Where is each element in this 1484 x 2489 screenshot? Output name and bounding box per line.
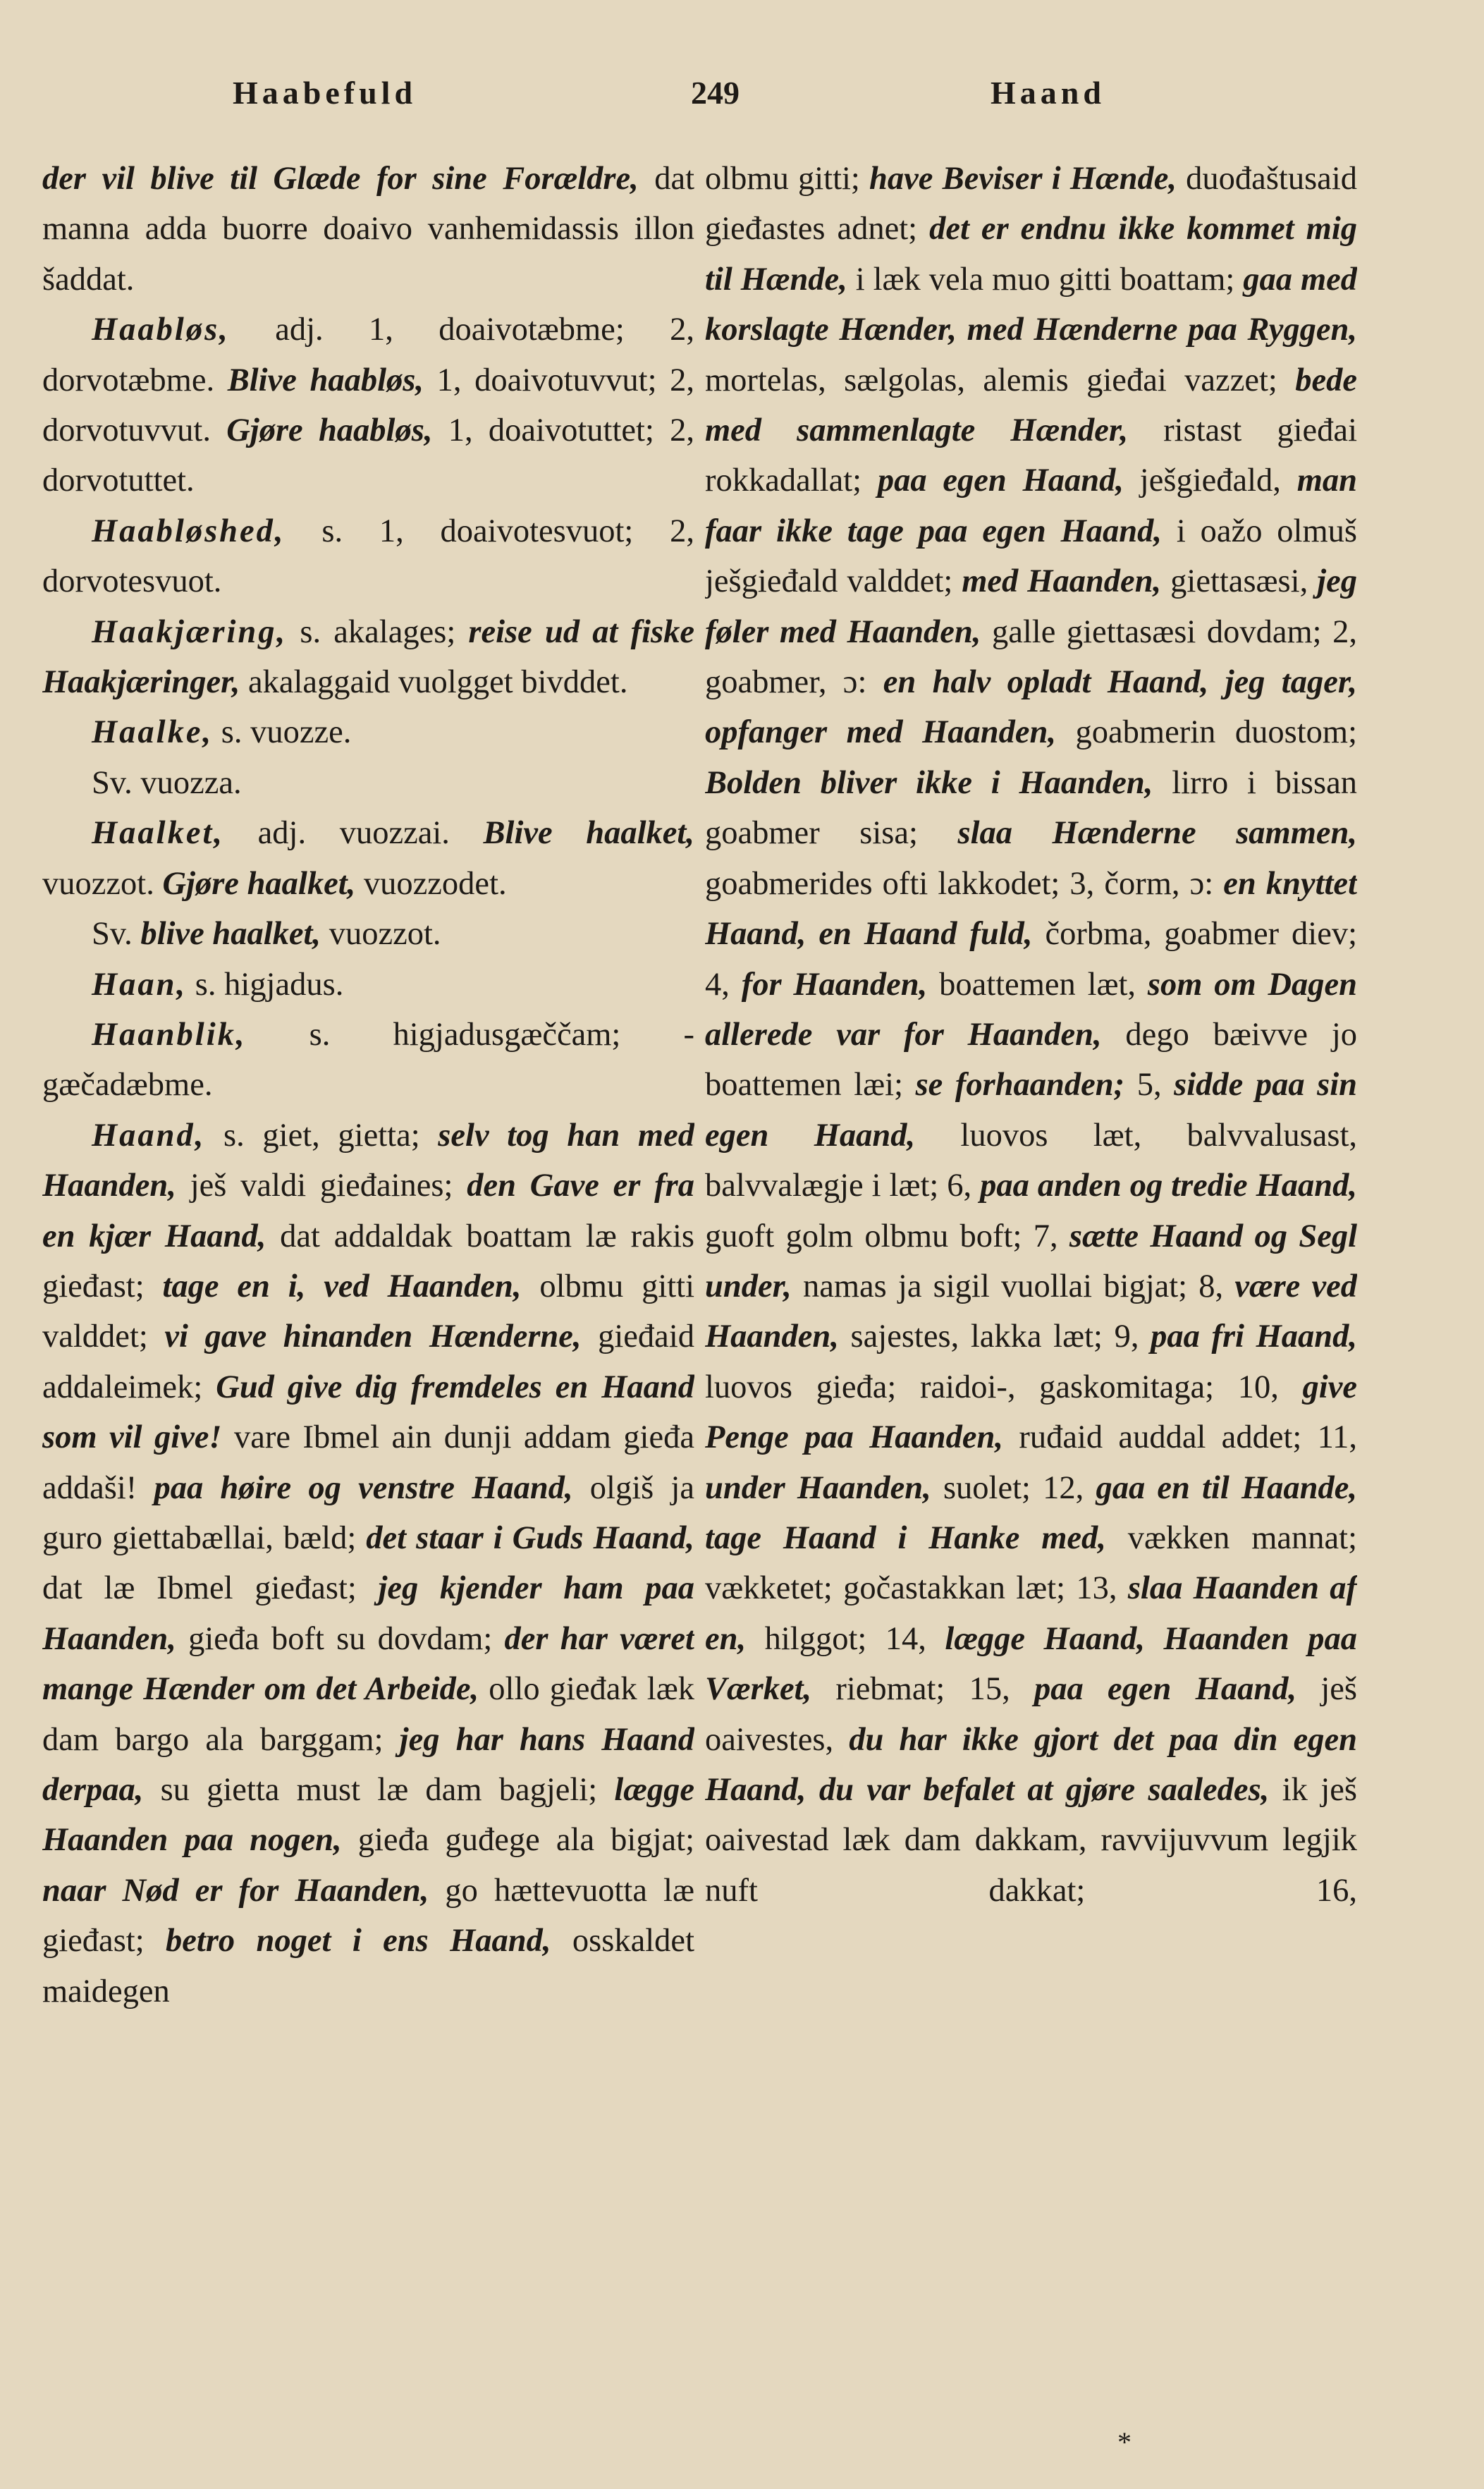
danish-phrase: under Haanden,: [705, 1469, 931, 1506]
left-column: [42, 154, 694, 2417]
sami-translation: gieđa boft su dovdam;: [176, 1620, 505, 1657]
sami-translation: ješ oaivestes,: [705, 1671, 1357, 1758]
danish-phrase: jeg kjender ham paa Haanden,: [42, 1570, 694, 1657]
dictionary-entry: [42, 305, 694, 506]
sami-translation: ješgieđald,: [1124, 463, 1297, 499]
danish-phrase: Gud give dig fremdeles en Haand som vil give!: [42, 1369, 694, 1456]
sami-translation: riebmat; 15,: [811, 1671, 1034, 1708]
sami-translation: s. 1, doaivotesvuot; 2, dorvotesvuot.: [42, 513, 694, 600]
danish-phrase: med Haanden,: [962, 563, 1162, 600]
sami-translation: galle giettasæsi dovdam; 2, goabmer, ɔ:: [705, 613, 1357, 701]
header-last-word: Haand: [991, 75, 1105, 111]
sami-translation: boattemen læt,: [927, 966, 1148, 1003]
sami-translation: guoft golm olbmu boft; 7,: [705, 1218, 1069, 1254]
sami-translation: vuozzot.: [42, 865, 163, 902]
danish-phrase: paa egen Haand,: [1034, 1671, 1297, 1708]
sami-translation: s. giet, gietta;: [205, 1117, 439, 1154]
page-number: 249: [691, 75, 740, 111]
sami-translation: lirro i bissan goabmer sisa;: [705, 764, 1357, 852]
sami-translation: sajestes, lakka læt; 9,: [838, 1319, 1151, 1355]
danish-phrase: der har været mange Hænder om det Arbeide,: [42, 1620, 694, 1708]
dictionary-entry: [42, 607, 694, 708]
danish-phrase: som om Dagen allerede var for Haanden,: [705, 966, 1357, 1053]
headword: Haalket,: [92, 815, 225, 852]
sami-translation: i læk vela muo gitti boattam;: [847, 261, 1244, 298]
danish-phrase: betro noget i ens Haand,: [166, 1923, 551, 1959]
danish-phrase: jeg har hans Haand derpaa,: [42, 1721, 694, 1808]
danish-phrase: man faar ikke tage paa egen Haand,: [705, 463, 1357, 549]
running-header: [42, 74, 1442, 123]
headword: Haabløshed,: [92, 513, 286, 549]
sami-translation: s. higjadusgæččam; -gæčadæbme.: [42, 1016, 694, 1103]
sami-translation: s. vuozze.: [213, 714, 352, 751]
danish-phrase: en knyttet Haand, en Haand fuld,: [705, 865, 1357, 953]
danish-phrase: det er endnu ikke kommet mig til Hænde,: [705, 211, 1357, 298]
dictionary-entry: [42, 909, 694, 959]
sami-translation: go hættevuotta læ gieđast;: [42, 1872, 694, 1959]
sami-translation: osskaldet maidegen: [42, 1923, 694, 2010]
danish-phrase: den Gave er fra en kjær Haand,: [42, 1168, 694, 1254]
headword: Haabløs,: [92, 312, 230, 348]
sami-translation: luovos gieđa; raidoi-, gaskomitaga; 10,: [705, 1369, 1303, 1405]
sami-translation: adj. 1, doaivotæbme; 2, dorvotæbme.: [42, 312, 694, 398]
sami-translation: adj. vuozzai.: [224, 815, 484, 852]
danish-phrase: vi gave hinanden Hænderne,: [164, 1319, 582, 1355]
sami-translation: ollo gieđak læk dam bargo ala barggam;: [42, 1671, 694, 1758]
headword: Haand,: [92, 1117, 206, 1154]
sami-translation: i oažo olmuš ješgieđald valddet;: [705, 513, 1357, 600]
danish-phrase: sætte Haand og Segl under,: [705, 1218, 1357, 1304]
sami-translation: vuozzodet.: [355, 865, 507, 902]
dictionary-entry: [42, 1010, 694, 1111]
sami-translation: 1, doaivotuttet; 2, dorvotuttet.: [42, 412, 694, 499]
danish-phrase: en halv opladt Haand, jeg tager, opfanger med Haanden,: [705, 664, 1357, 751]
header-first-word: Haabefuld: [233, 75, 417, 111]
danish-phrase: paa fri Haand,: [1151, 1319, 1357, 1355]
sami-translation: olbmu gitti;: [705, 161, 870, 197]
danish-phrase: naar Nød er for Haanden,: [42, 1872, 429, 1909]
sami-translation: namas ja sigil vuollai bigjat; 8,: [791, 1268, 1235, 1304]
sami-translation: vare Ibmel ain dunji addam gieđa addaši!: [42, 1419, 694, 1506]
sami-translation: goabmerides ofti lakkodet; 3, čorm, ɔ:: [705, 865, 1224, 902]
dictionary-entry: [42, 1111, 694, 2017]
sami-translation: dat manna adda buorre doaivo vanhemidassis illon šaddat.: [42, 161, 694, 298]
danish-phrase: det staar i Guds Haand,: [366, 1519, 694, 1556]
danish-phrase: slaa Haanden af en,: [705, 1570, 1357, 1657]
danish-phrase: bede med sammenlagte Hænder,: [705, 362, 1357, 449]
danish-phrase: lægge Haand, Haanden paa Værket,: [705, 1620, 1357, 1708]
sami-translation: 5,: [1124, 1067, 1175, 1103]
headword: Haan,: [92, 966, 188, 1003]
danish-phrase: selv tog han med Haanden,: [42, 1117, 694, 1204]
sami-translation: goabmerin duostom;: [1056, 714, 1357, 751]
dictionary-entry: [42, 960, 694, 1010]
danish-phrase: paa egen Haand,: [877, 463, 1124, 499]
danish-phrase: jeg føler med Haanden,: [705, 563, 1357, 650]
headword: Haalke,: [92, 714, 214, 751]
sami-translation: dat addaldak boattam læ rakis gieđast;: [42, 1218, 694, 1304]
danish-phrase: gaa en til Haande, tage Haand i Hanke med,: [705, 1469, 1357, 1556]
sami-translation: olgiš ja guro giettabællai, bæld;: [42, 1469, 694, 1556]
entry-continuation: [42, 154, 694, 305]
sami-translation: mortelas, sælgolas, alemis gieđai vazzet;: [705, 362, 1296, 398]
danish-phrase: Gjøre haalket,: [162, 865, 356, 902]
danish-phrase: slaa Hænderne sammen,: [957, 815, 1357, 852]
danish-phrase: Gjøre haabløs,: [226, 412, 433, 449]
sami-translation: ristast gieđai rokkadallat;: [705, 412, 1357, 499]
danish-phrase: der vil blive til Glæde for sine Forældre,: [42, 161, 639, 197]
dictionary-entry: [42, 506, 694, 607]
sami-translation: s. akalages;: [287, 613, 469, 650]
danish-phrase: paa anden og tredie Haand,: [980, 1168, 1357, 1204]
sami-translation: dego bæivve jo boattemen læi;: [705, 1016, 1357, 1103]
danish-phrase: sidde paa sin egen Haand,: [705, 1067, 1357, 1154]
danish-phrase: se forhaanden;: [915, 1067, 1125, 1103]
sami-translation: olbmu gitti valddet;: [42, 1268, 694, 1355]
sami-translation: vækken mannat; vækketet; gočastakkan læt; 13,: [705, 1519, 1357, 1607]
sami-translation: hilggot; 14,: [746, 1620, 945, 1657]
sami-translation: gieđaid addaleimek;: [42, 1319, 694, 1405]
sami-translation: Sv. vuozza.: [92, 764, 242, 801]
sami-translation: gieđa guđege ala bigjat;: [341, 1822, 694, 1859]
headword: Haanblik,: [92, 1016, 247, 1053]
dictionary-entry: [42, 758, 694, 808]
sami-translation: ik ješ oaivestad læk dam dakkam, ravvijuvvum legjik nuft dakkat; 16,: [705, 1772, 1357, 1909]
danish-phrase: reise ud at fiske Haakjæringer,: [42, 613, 694, 701]
sami-translation: čorbma, goabmer diev; 4,: [705, 916, 1357, 1003]
sami-translation: akalaggaid vuolgget bivddet.: [240, 664, 628, 701]
sami-translation: duođaštusaid gieđastes adnet;: [705, 161, 1357, 247]
danish-phrase: paa høire og venstre Haand,: [154, 1469, 573, 1506]
sami-translation: luovos læt, balvvalusast, balvvalægje i læt; 6,: [705, 1117, 1357, 1204]
sami-translation: s. higjadus.: [187, 966, 344, 1003]
danish-phrase: du har ikke gjort det paa din egen Haand, du var befalet at gjøre saaledes,: [705, 1721, 1357, 1808]
danish-phrase: blive haalket,: [140, 916, 321, 953]
sami-translation: vuozzot.: [321, 916, 441, 953]
danish-phrase: Bolden bliver ikke i Haanden,: [705, 764, 1153, 801]
sami-translation: ruđaid auddal addet; 11,: [1003, 1419, 1357, 1456]
entry-continuation: [705, 154, 1357, 1916]
danish-phrase: for Haanden,: [741, 966, 928, 1003]
sami-translation: giettasæsi,: [1161, 563, 1318, 600]
danish-phrase: gaa med korslagte Hænder, med Hænderne paa Ryggen,: [705, 261, 1357, 348]
sami-translation: 1, doaivotuvvut; 2, dorvotuvvut.: [42, 362, 694, 449]
dictionary-entry: [42, 808, 694, 909]
headword: Haakjæring,: [92, 613, 288, 650]
danish-phrase: lægge Haanden paa nogen,: [42, 1772, 694, 1859]
danish-phrase: tage en i, ved Haanden,: [162, 1268, 522, 1304]
danish-phrase: Blive haabløs,: [227, 362, 424, 398]
sami-translation: dat læ Ibmel gieđast;: [42, 1570, 379, 1607]
danish-phrase: have Beviser i Hænde,: [869, 161, 1177, 197]
danish-phrase: være ved Haanden,: [705, 1268, 1357, 1355]
right-column: [705, 154, 1357, 2417]
danish-phrase: Blive haalket,: [483, 815, 694, 852]
sami-translation: Sv.: [92, 916, 141, 953]
signature-mark: *: [1117, 2426, 1132, 2458]
sami-translation: su gietta must læ dam bagjeli;: [143, 1772, 615, 1808]
sami-translation: suolet; 12,: [931, 1469, 1096, 1506]
danish-phrase: give Penge paa Haanden,: [705, 1369, 1357, 1456]
dictionary-entry: [42, 707, 694, 757]
sami-translation: ješ valdi gieđaines;: [176, 1168, 467, 1204]
